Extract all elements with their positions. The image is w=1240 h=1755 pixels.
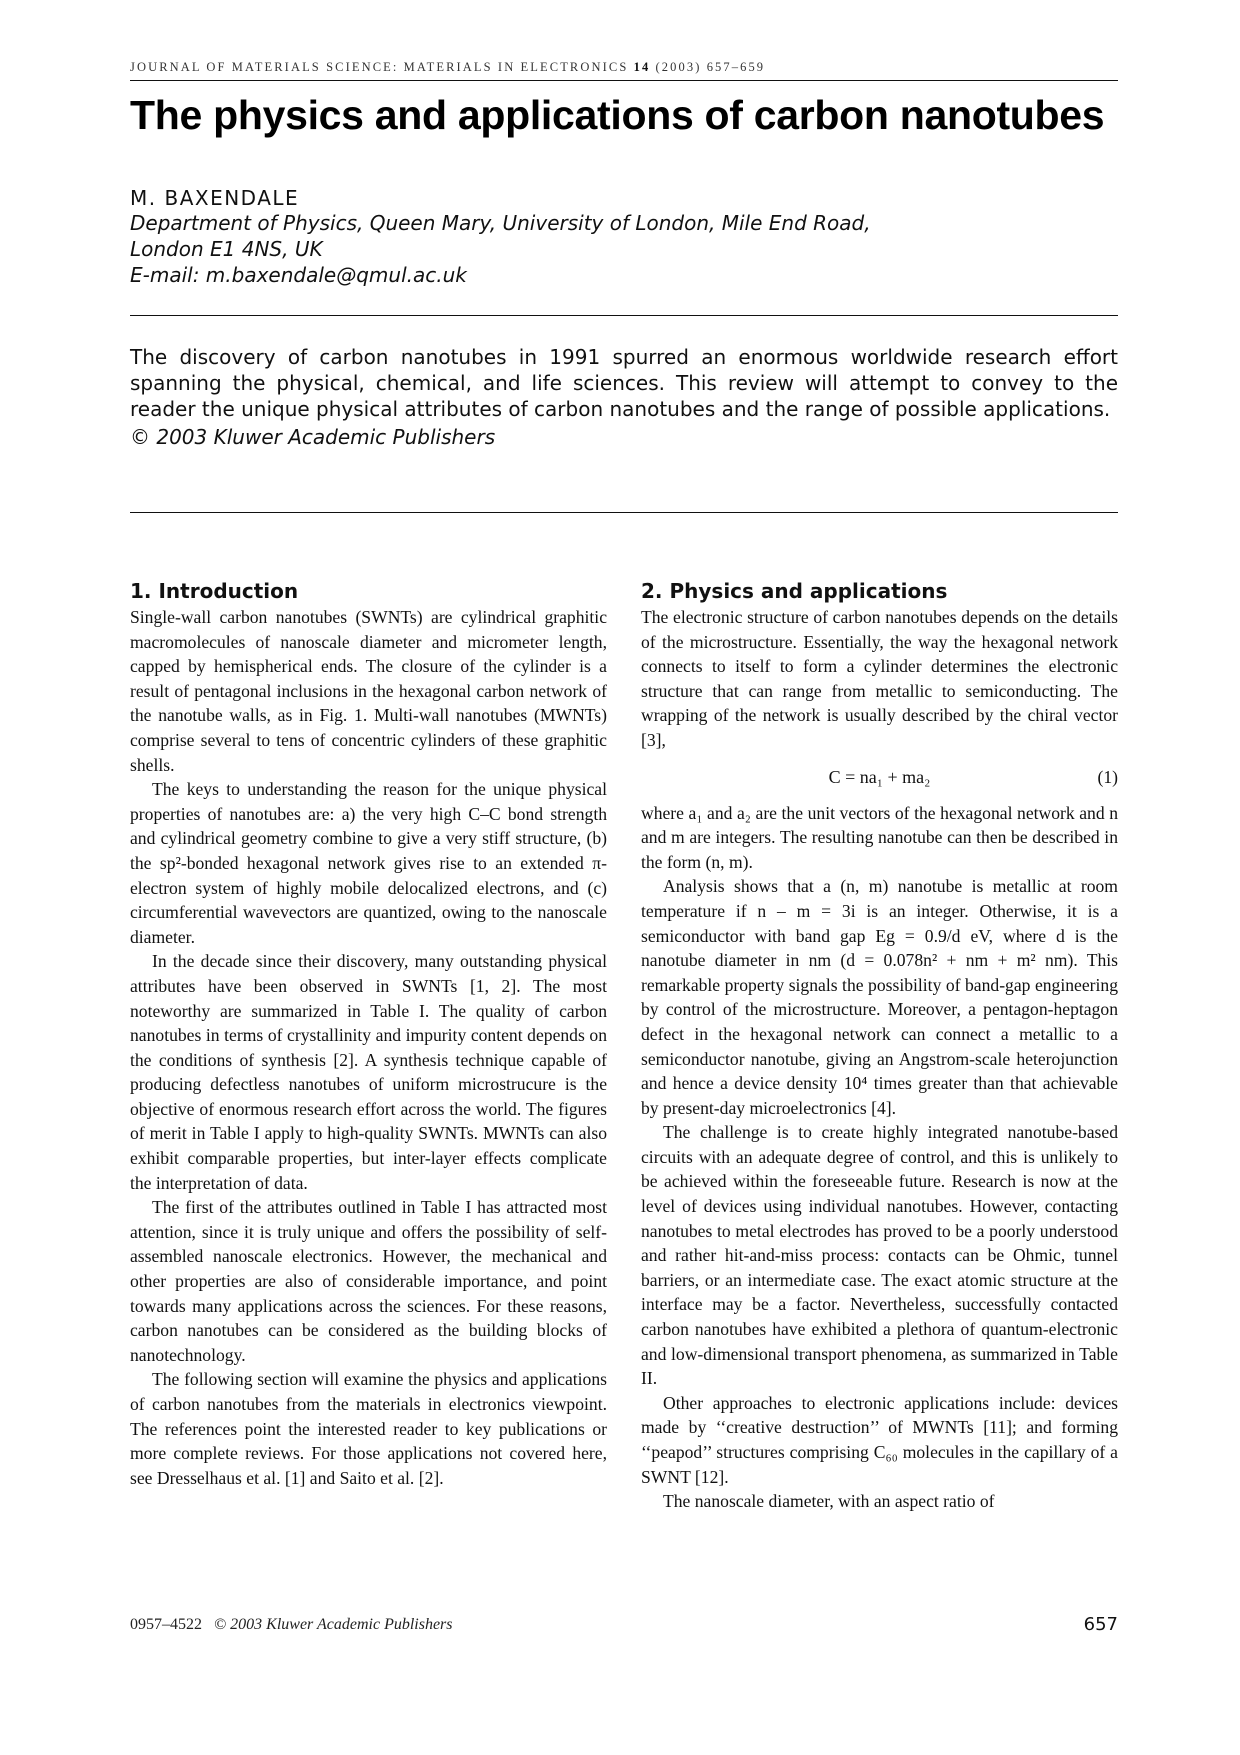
affiliation-line-1: Department of Physics, Queen Mary, University of London, Mile End Road, <box>130 211 871 235</box>
section-2-paragraph: The electronic structure of carbon nanotubes depends on the details of the microstructure. Essentially, the way the hexagonal network connects to itself to form a cylinder determines the electronic structure that can range from metallic to semiconducting. The wrapping of the network is usually described by the chiral vector [3], <box>641 607 1118 750</box>
section-1-paragraph: The first of the attributes outlined in Table I has attracted most attention, since it is truly unique and offers the possibility of self-assembled nanoscale electronics. However, the mechanical and other properties are also of considerable importance, and point towards many applications across the sciences. For these reasons, carbon nanotubes can be considered as the building blocks of nanotechnology. <box>130 1197 607 1365</box>
footer-issn-publisher <box>130 1616 453 1634</box>
section-2-paragraph: The challenge is to create highly integrated nanotube-based circuits with an adequate degree of control, and this is unlikely to be achieved within the foreseeable future. Research is now at the level of devices using individual nanotubes. However, contacting nanotubes to metal electrodes has proved to be a poorly understood and rather hit-and-miss process: contacts can be Ohmic, tunnel barriers, or an intermediate case. The exact atomic structure at the interface may be a factor. Nevertheless, successfully contacted carbon nanotubes have exhibited a plethora of quantum-electronic and low-dimensional transport phenomena, as summarized in Table II. <box>641 1122 1118 1389</box>
equation-number: (1) <box>1097 766 1118 787</box>
running-head <box>130 60 1118 75</box>
right-column <box>641 578 1118 1514</box>
affiliation-line-2: London E1 4NS, UK <box>130 237 323 261</box>
author-name: M. BAXENDALE <box>130 186 300 210</box>
section-1-paragraph: Single-wall carbon nanotubes (SWNTs) are cylindrical graphitic macromolecules of nanoscale diameter and micrometer length, capped by hemispherical ends. The closure of the cylinder is a result of pentagonal inclusions in the hexagonal carbon network of the nanotube walls, as in Fig. 1. Multi-wall nanotubes (MWNTs) comprise several to tens of concentric cylinders of these graphitic shells. <box>130 607 607 775</box>
section-1-paragraph: The keys to understanding the reason for the unique physical properties of nanotubes are: a) the very high C–C bond strength and cylindrical geometry combine to give a very stiff structure, (b) the sp²-bonded hexagonal network gives rise to an extended π-electron system of highly mobile delocalized electrons, and (c) circumferential wavevectors are quantized, owing to the nanoscale diameter. <box>130 779 607 947</box>
left-column <box>130 578 607 1490</box>
section-2-paragraph: The nanoscale diameter, with an aspect ratio of <box>663 1491 995 1512</box>
journal-year-pages: (2003) 657–659 <box>655 60 766 74</box>
abstract-bottom-rule <box>130 512 1118 513</box>
author-email: E-mail: m.baxendale@qmul.ac.uk <box>130 263 467 287</box>
paper-title: The physics and applications of carbon nanotubes <box>130 92 1105 138</box>
page-number: 657 <box>1083 1614 1118 1635</box>
abstract-copyright: © 2003 Kluwer Academic Publishers <box>130 425 496 449</box>
section-2-paragraph: Analysis shows that a (n, m) nanotube is metallic at room temperature if n – m = 3i is an integer. Otherwise, it is a semiconductor with band gap Eg = 0.9/d eV, where d is the nanotube diameter in nm (d = 0.078n² + nm + m² nm). This remarkable property signals the possibility of band-gap engineering by control of the microstructure. Moreover, a pentagon-heptagon defect in the hexagonal network can connect a metallic to a semiconductor nanotube, giving an Angstrom-scale heterojunction and hence a device density 10⁴ times greater than that achievable by present-day microelectronics [4]. <box>641 876 1118 1118</box>
footer-publisher: © 2003 Kluwer Academic Publishers <box>214 1616 453 1633</box>
section-1-paragraph: The following section will examine the physics and applications of carbon nanotubes from the materials in electronics viewpoint. The references point the interested reader to key publications or more complete reviews. For those applications not covered here, see Dresselhaus et al. [1] and Saito et al. [2]. <box>130 1369 607 1488</box>
equation-1 <box>641 755 1118 799</box>
abstract <box>130 344 1118 450</box>
section-2-heading: 2. Physics and applications <box>641 579 948 603</box>
equation-body: C = na₁ + ma₂ <box>828 766 931 787</box>
section-2-paragraph: where a₁ and a₂ are the unit vectors of the hexagonal network and n and m are integers. The resulting nanotube can then be described in the form (n, m). <box>641 802 1118 872</box>
header-rule <box>130 80 1118 81</box>
section-1-paragraph: In the decade since their discovery, many outstanding physical attributes have been observed in SWNTs [1, 2]. The most noteworthy are summarized in Table I. The quality of carbon nanotubes in terms of crystallinity and impurity content depends on the conditions of synthesis [2]. A synthesis technique capable of producing defectless nanotubes of uniform microstrucure is the objective of enormous research effort across the world. The figures of merit in Table I apply to high-quality SWNTs. MWNTs can also exhibit comparable properties, but inter-layer effects complicate the interpretation of data. <box>130 951 607 1193</box>
section-2-paragraph: Other approaches to electronic applications include: devices made by ‘‘creative destruction’’ of MWNTs [11]; and forming ‘‘peapod’’ structures comprising C₆₀ molecules in the capillary of a SWNT [12]. <box>641 1392 1118 1487</box>
journal-volume: 14 <box>633 60 651 74</box>
abstract-top-rule <box>130 315 1118 316</box>
section-1-heading: 1. Introduction <box>130 579 299 603</box>
journal-name: JOURNAL OF MATERIALS SCIENCE: MATERIALS IN ELECTRONICS <box>130 60 629 74</box>
paper-page <box>130 0 1118 1755</box>
footer-issn: 0957–4522 <box>130 1616 202 1633</box>
abstract-text: The discovery of carbon nanotubes in 1991 spurred an enormous worldwide research effort spanning the physical, chemical, and life sciences. This review will attempt to convey to the reader the unique physical attributes of carbon nanotubes and the range of possible applications. <box>130 345 1118 421</box>
